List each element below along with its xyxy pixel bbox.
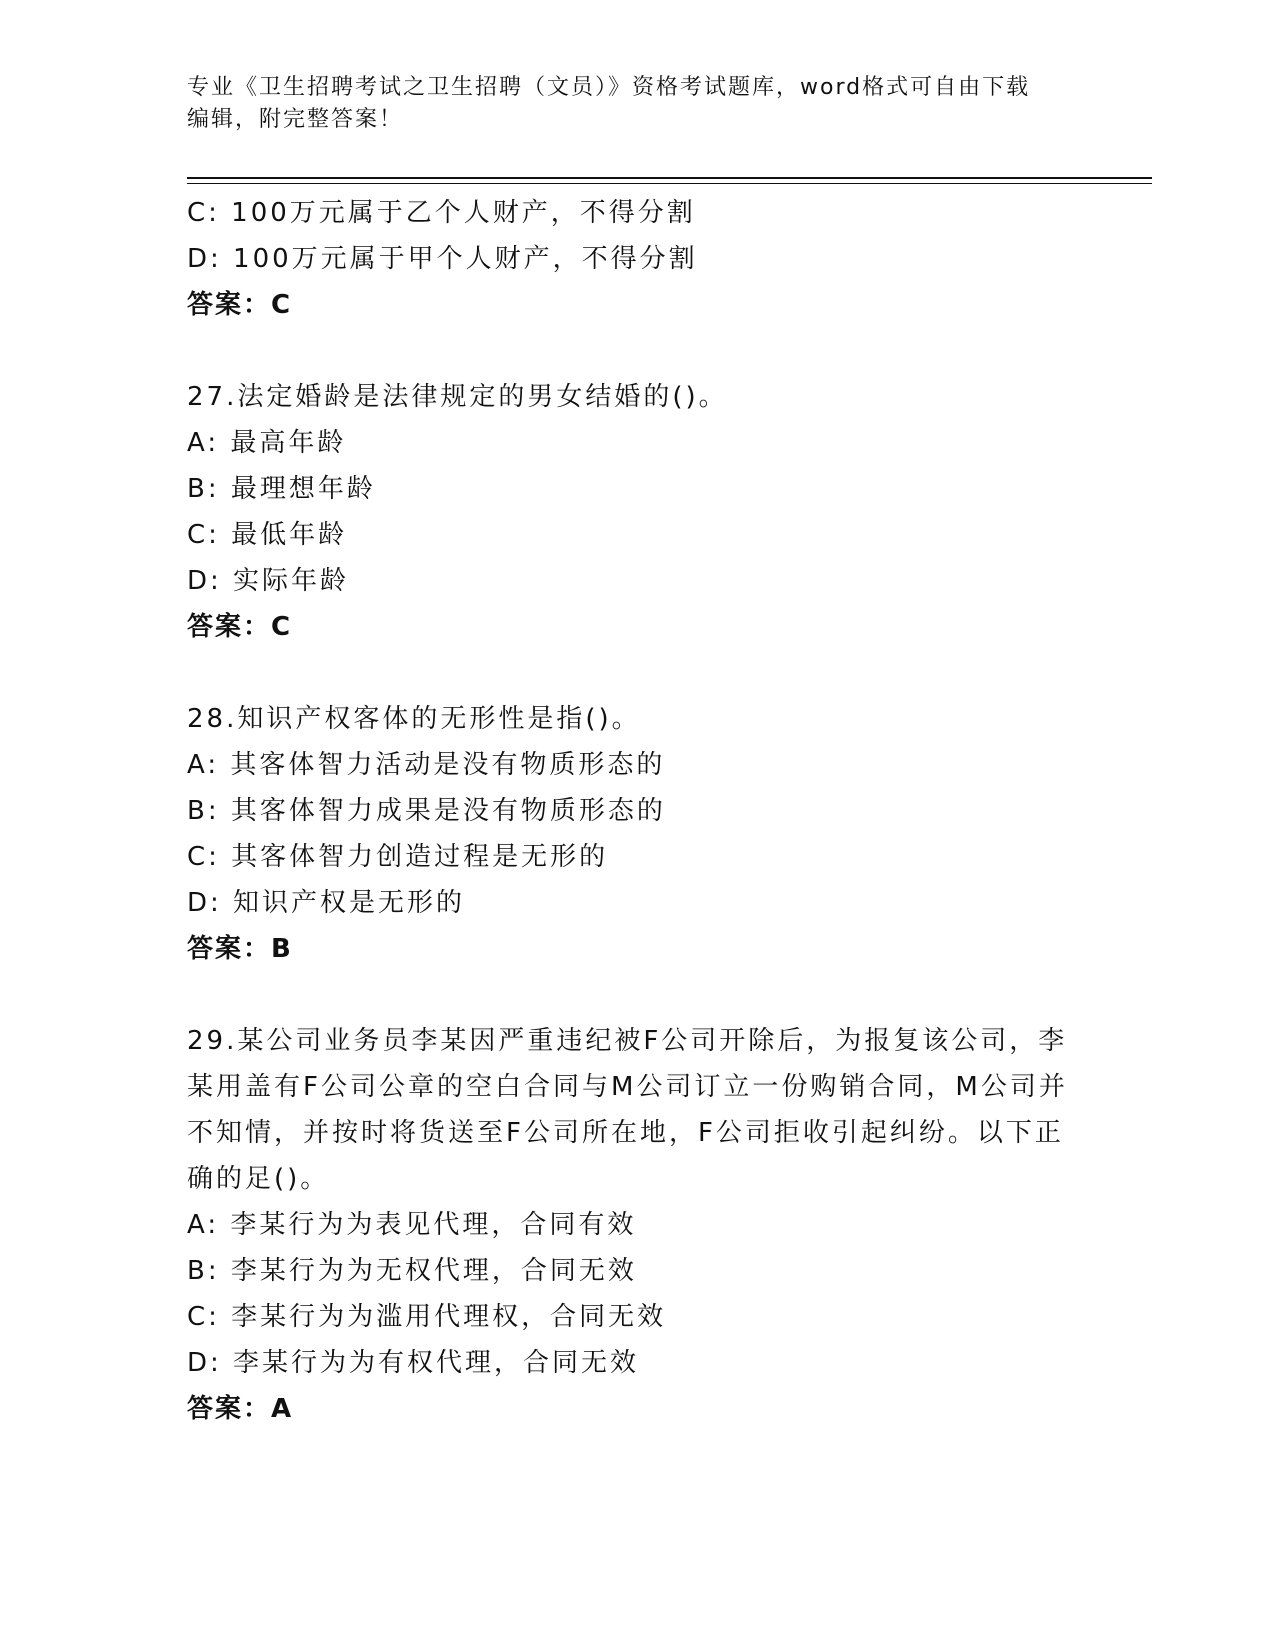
option-a: A: 其客体智力活动是没有物质形态的 [187,750,666,780]
option-c: C: 最低年龄 [187,520,348,550]
question-stem: 28.知识产权客体的无形性是指()。 [187,704,641,734]
option-d: D: 知识产权是无形的 [187,888,466,918]
question-block-26-continued [187,190,1107,328]
question-stem-line: 确的足()。 [187,1164,330,1194]
question-stem: 27.法定婚龄是法律规定的男女结婚的()。 [187,382,728,412]
option-c: C: 李某行为为滥用代理权，合同无效 [187,1302,667,1332]
option-c: C: 100万元属于乙个人财产，不得分割 [187,198,696,228]
question-list [187,190,1107,1432]
question-spacer [187,650,1107,696]
answer-line: 答案：B [187,934,293,964]
option-b: B: 李某行为为无权代理，合同无效 [187,1256,637,1286]
header-divider-thin [187,183,1152,184]
question-stem-line: 某用盖有F公司公章的空白合同与M公司订立一份购销合同，M公司并 [187,1072,1068,1102]
answer-line: 答案：C [187,290,293,320]
header-divider-thick [187,177,1152,179]
question-stem-line: 不知情，并按时将货送至F公司所在地，F公司拒收引起纠纷。以下正 [187,1118,1064,1148]
option-b: B: 最理想年龄 [187,474,376,504]
question-spacer [187,972,1107,1018]
option-a: A: 李某行为为表见代理，合同有效 [187,1210,637,1240]
question-block-29 [187,1018,1107,1432]
question-block-27 [187,374,1107,650]
answer-line: 答案：A [187,1394,294,1424]
question-block-28 [187,696,1107,972]
option-c: C: 其客体智力创造过程是无形的 [187,842,609,872]
option-a: A: 最高年龄 [187,428,347,458]
option-b: B: 其客体智力成果是没有物质形态的 [187,796,666,826]
header-line-1: 专业《卫生招聘考试之卫生招聘（文员）》资格考试题库，word格式可自由下载 [187,75,1031,100]
document-header [187,72,1067,136]
option-d: D: 100万元属于甲个人财产，不得分割 [187,244,698,274]
question-spacer [187,328,1107,374]
header-line-2: 编辑，附完整答案！ [187,107,404,132]
question-stem-line: 29.某公司业务员李某因严重违纪被F公司开除后，为报复该公司，李 [187,1026,1068,1056]
answer-line: 答案：C [187,612,293,642]
option-d: D: 李某行为为有权代理，合同无效 [187,1348,640,1378]
option-d: D: 实际年龄 [187,566,350,596]
